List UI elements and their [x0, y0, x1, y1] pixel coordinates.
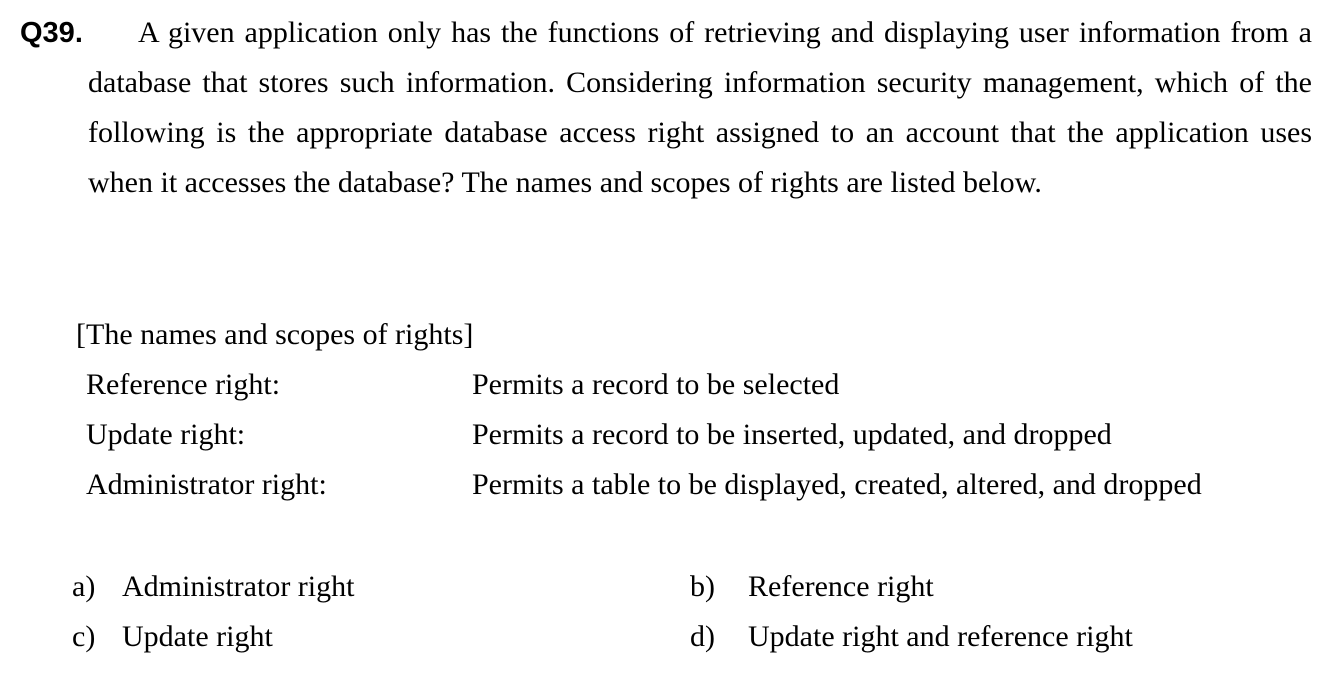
option-c-text: Update right	[122, 620, 273, 653]
question-text: A given application only has the functions of retrieving and displaying user information from a database that stores such information. Considering information security management, which of the following is the appropriate database access right assigned to an account that the application uses when it accesses the database? The names and scopes of rights are listed below.	[88, 16, 1312, 199]
option-d-letter: d)	[690, 620, 715, 653]
option-c-letter: c)	[72, 620, 96, 653]
option-d	[690, 612, 1133, 662]
right-name-administrator: Administrator right:	[86, 468, 327, 501]
option-b-letter: b)	[690, 570, 715, 603]
option-a	[72, 562, 354, 612]
option-d-text: Update right and reference right	[748, 620, 1133, 653]
right-name-update: Update right:	[86, 418, 246, 451]
rights-heading: [The names and scopes of rights]	[76, 318, 474, 351]
right-scope-update: Permits a record to be inserted, updated, and dropped	[472, 418, 1112, 451]
option-b	[690, 562, 934, 612]
right-name-reference: Reference right:	[86, 368, 281, 401]
option-c	[72, 612, 273, 662]
right-scope-administrator: Permits a table to be displayed, created, altered, and dropped	[472, 468, 1202, 501]
option-a-letter: a)	[72, 570, 96, 603]
question-number: Q39.	[20, 17, 83, 49]
option-a-text: Administrator right	[122, 570, 355, 603]
right-scope-reference: Permits a record to be selected	[472, 368, 840, 401]
option-b-text: Reference right	[748, 570, 934, 603]
